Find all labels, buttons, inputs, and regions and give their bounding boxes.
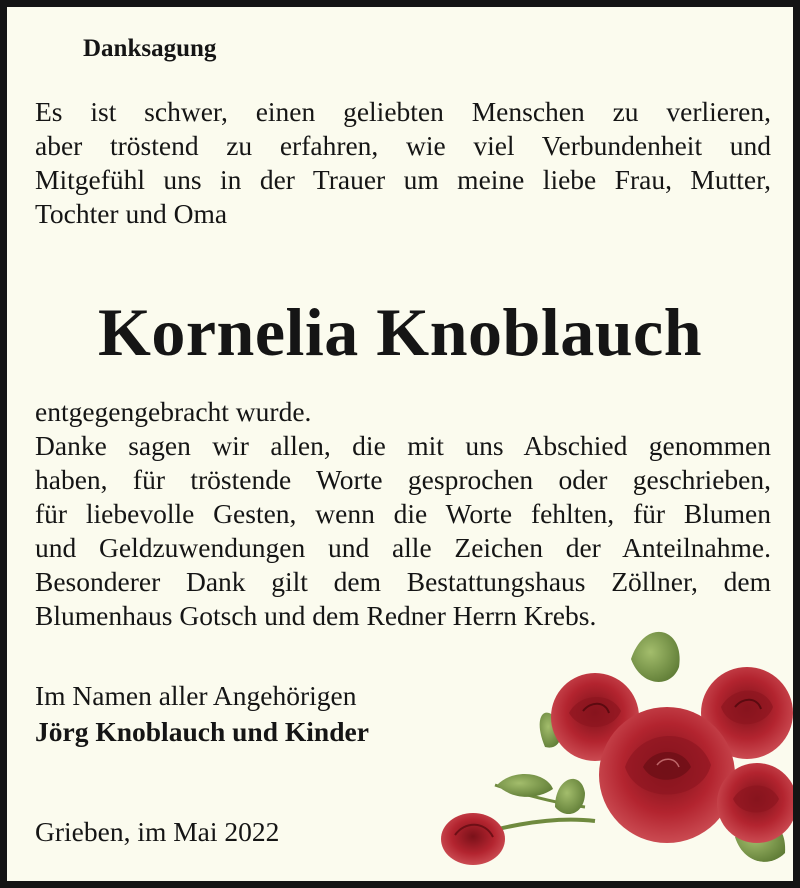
intro-line: Es ist schwer, einen geliebten Menschen zu verlieren, [35, 96, 771, 127]
leaf [555, 779, 585, 814]
rose-bud [441, 813, 505, 865]
body-line: Blumenhaus Gotsch und dem Redner Herrn Krebs. [35, 600, 597, 631]
intro-line: Mitgefühl uns in der Trauer um meine liebe Frau, Mutter, [35, 164, 771, 195]
leaf [497, 774, 553, 797]
thanks-paragraph [35, 395, 771, 633]
body-line: entgegengebracht wurde. [35, 396, 312, 427]
intro-line: aber tröstend zu erfahren, wie viel Verbundenheit und [35, 130, 771, 161]
intro-line: Tochter und Oma [35, 198, 228, 229]
leaf [631, 632, 680, 682]
body-line: Besonderer Dank gilt dem Bestattungshaus Zöllner, dem [35, 566, 771, 597]
body-line: haben, für tröstende Worte gesprochen oder geschrieben, [35, 464, 771, 495]
signature-names: Jörg Knoblauch und Kinder [35, 716, 369, 747]
body-line: und Geldzuwendungen und alle Zeichen der Anteilnahme. [35, 532, 771, 563]
red-roses-image [435, 607, 793, 881]
body-line: für liebevolle Gesten, wenn die Worte fehlten, für Blumen [35, 498, 771, 529]
place-date: Grieben, im Mai 2022 [35, 816, 280, 847]
notice-heading: Danksagung [83, 35, 217, 62]
signature-intro: Im Namen aller Angehörigen [35, 680, 357, 711]
deceased-name: Kornelia Knoblauch [97, 294, 703, 370]
intro-paragraph [35, 95, 771, 231]
body-line: Danke sagen wir allen, die mit uns Abschied genommen [35, 430, 771, 461]
